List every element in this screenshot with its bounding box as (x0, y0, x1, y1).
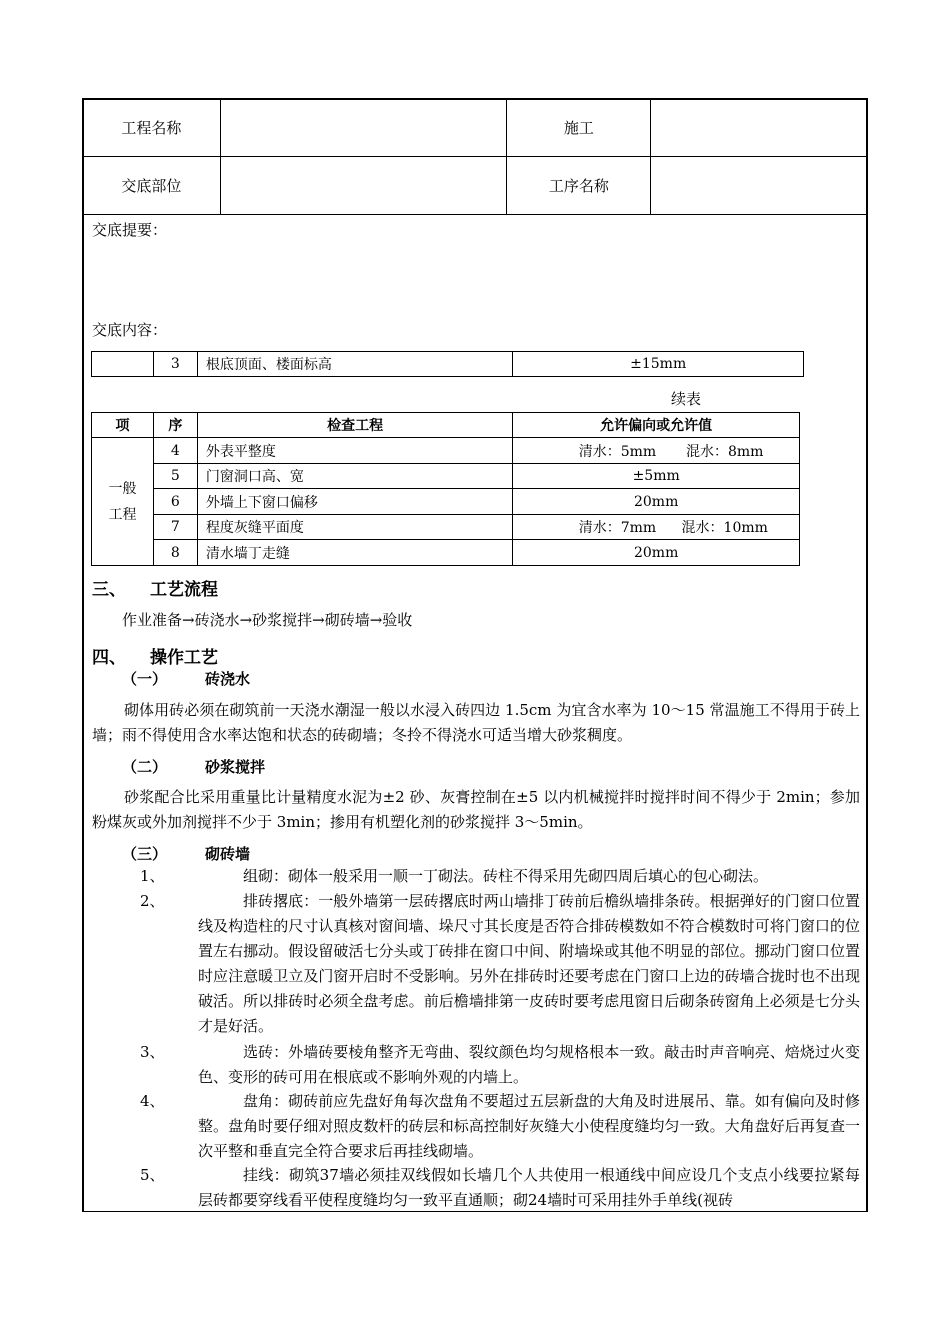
process-label: 工序名称 (507, 157, 651, 215)
header-table (82, 98, 868, 215)
list-item-text: 排砖撂底：一般外墙第一层砖撂底时两山墙排丁砖前后檐纵墙排条砖。根据弹好的门窗口位置线及构造柱的尺寸认真核对窗间墙、垛尺寸其长度是否符合排砖模数如不符合模数时可将门窗口的位置左右挪动。假设留破活七分头或丁砖排在窗口中间、附墙垛或其他不明显的部位。挪动门窗口位置时应注意暖卫立及门窗开启时不受影响。另外在排砖时还要考虑在门窗口上边的砖墙合拢时也不出现破活。所以排砖时必须全盘考虑。前后檐墙排第一皮砖时要考虑甩窗日后砌条砖窗角上必须是七分头才是好活。 (198, 892, 860, 1035)
col-header-item: 项 (92, 413, 154, 438)
table-row-value: ±5mm (513, 464, 800, 489)
table-row-item: 程度灰缝平面度 (197, 515, 513, 540)
sub-2-text: 砂浆配合比采用重量比计量精度水泥为±2 砂、灰膏控制在±5 以内机械搅拌时搅拌时间不得少于 2min；参加粉煤灰或外加剂搅拌不少于 3min；掺用有机塑化剂的砂浆搅拌 3～5min。 (92, 788, 860, 831)
part-label: 交底部位 (83, 157, 221, 215)
sub-1-num: （一） (122, 670, 168, 688)
list-item-num: 1、 (140, 867, 165, 885)
col-header-check: 检查工程 (197, 413, 513, 438)
sub-2-heading (122, 756, 265, 777)
row3-value: ±15mm (513, 352, 804, 377)
col-header-allowed: 允许偏向或允许值 (513, 413, 800, 438)
section-3-heading (92, 575, 218, 600)
list-item (92, 1089, 860, 1164)
group-cell (92, 438, 154, 566)
section-4-heading (92, 643, 218, 668)
section-4-num: 四、 (92, 648, 126, 668)
value-mixed: 混水：10mm (681, 520, 768, 536)
col-header-seq: 序 (153, 413, 197, 438)
list-item-text: 选砖：外墙砖要棱角整齐无弯曲、裂纹颜色均匀规格根本一致。敲击时声音响亮、焙烧过火变色、变形的砖可用在根底或不影响外观的内墙上。 (198, 1043, 860, 1086)
list-item-text: 挂线：砌筑37墙必须挂双线假如长墙几个人共使用一根通线中间应设几个支点小线要拉紧每层砖都要穿线看平使程度缝均匀一致平直通顺；砌24墙时可采用挂外手单线(视砖 (198, 1166, 860, 1209)
table-row-seq: 8 (153, 540, 197, 566)
list-item-num: 3、 (140, 1043, 165, 1061)
list-item-text: 组砌：砌体一般采用一顺一丁砌法。砖柱不得采用先砌四周后填心的包心砌法。 (243, 867, 769, 885)
continued-label: 续表 (671, 390, 702, 408)
value-clear: 清水：7mm (578, 520, 657, 536)
process-value[interactable] (651, 157, 868, 215)
list-item (92, 889, 860, 1039)
table-row-seq: 5 (153, 464, 197, 489)
table-row-value (513, 515, 800, 540)
project-name-value[interactable] (220, 99, 507, 157)
section-4-title: 操作工艺 (150, 648, 218, 668)
sub-3-num: （三） (122, 845, 168, 863)
value-clear: 清水：5mm (578, 443, 657, 460)
row3-item: 根底顶面、楼面标高 (197, 352, 513, 377)
sub-3-title: 砌砖墙 (205, 845, 251, 863)
row3-group (92, 352, 154, 377)
value-mixed: 混水：8mm (685, 443, 764, 460)
construction-label: 施工 (507, 99, 651, 157)
table-row-value: 20mm (513, 489, 800, 515)
table-row-item: 外墙上下窗口偏移 (197, 489, 513, 515)
sub-3-heading (122, 843, 250, 864)
sub-1-text: 砌体用砖必须在砌筑前一天浇水潮湿一般以水浸入砖四边 1.5cm 为宜含水率为 10～15 常温施工不得用于砖上墙；雨不得使用含水率达饱和状态的砖砌墙；冬拎不得浇水可适当增大砂浆稠度。 (92, 701, 860, 744)
row3-seq: 3 (153, 352, 197, 377)
group-line2: 工程 (108, 506, 137, 523)
table-row-item: 门窗洞口高、宽 (197, 464, 513, 489)
list-item (92, 1163, 860, 1213)
sub-1-title: 砖浇水 (205, 670, 251, 688)
section-3-num: 三、 (92, 580, 126, 600)
sub-1-heading (122, 668, 250, 689)
project-name-label: 工程名称 (83, 99, 221, 157)
section-3-title: 工艺流程 (150, 580, 218, 600)
process-flow: 作业准备→砖浇水→砂浆搅拌→砌砖墙→验收 (122, 611, 413, 629)
list-item-num: 5、 (140, 1166, 165, 1184)
group-line1: 一般 (108, 480, 137, 497)
sub-2-num: （二） (122, 758, 168, 776)
list-item-num: 4、 (140, 1092, 165, 1110)
content-label: 交底内容： (92, 321, 168, 339)
table-row-item: 外表平整度 (197, 438, 513, 464)
table-row-seq: 7 (153, 515, 197, 540)
check-table (91, 412, 800, 566)
part-value[interactable] (220, 157, 507, 215)
table-row-item: 清水墙丁走缝 (197, 540, 513, 566)
list-item (92, 864, 860, 889)
row3-table (91, 351, 804, 377)
sub-2-title: 砂浆搅拌 (205, 758, 266, 776)
table-row-seq: 4 (153, 438, 197, 464)
table-row-seq: 6 (153, 489, 197, 515)
table-row-value: 20mm (513, 540, 800, 566)
list-item-num: 2、 (140, 892, 165, 910)
list-item (92, 1040, 860, 1090)
construction-value[interactable] (651, 99, 868, 157)
list-item-text: 盘角：砌砖前应先盘好角每次盘角不要超过五层新盘的大角及时进展吊、靠。如有偏向及时修整。盘角时要仔细对照皮数杆的砖层和标高控制好灰缝大小使程度缝均匀一致。大角盘好后再复查一次平整和垂直完全符合要求后再挂线砌墙。 (198, 1092, 860, 1160)
table-row-value (513, 438, 800, 464)
summary-label: 交底提要： (92, 221, 168, 239)
